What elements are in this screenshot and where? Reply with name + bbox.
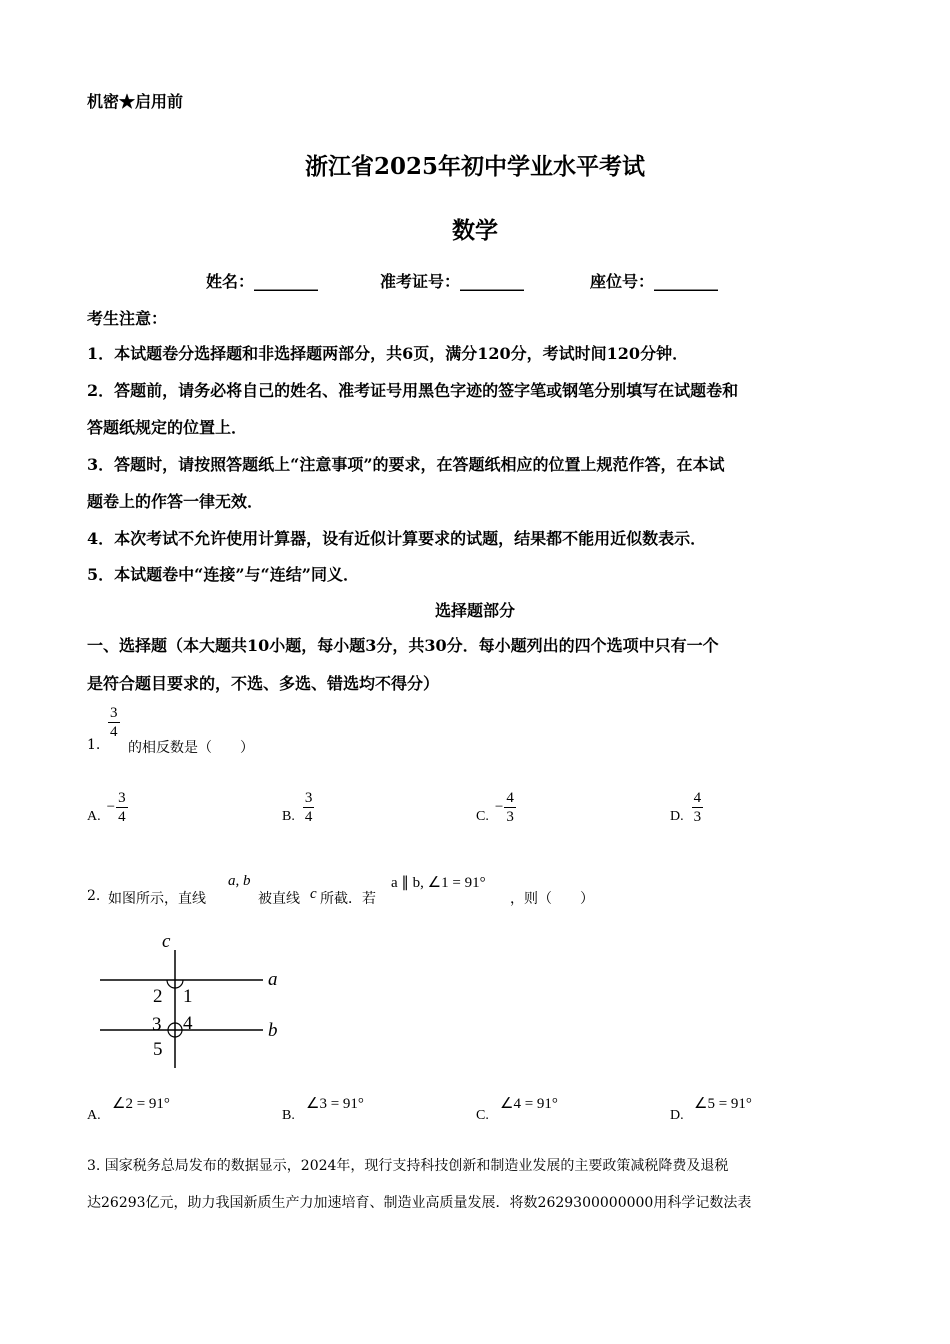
q2-condition: a ∥ b, ∠1 = 91°: [391, 875, 486, 891]
q1-fraction: [108, 704, 120, 741]
q1-frac-num: 3: [110, 705, 118, 721]
notice-line-4: 4．本次考试不允许使用计算器，设有近似计算要求的试题，结果都不能用近似数表示．: [87, 529, 707, 548]
q1-option-b-num: 3: [304, 790, 313, 806]
q1-option-c-num: 4: [506, 790, 514, 806]
q2-option-d-expr[interactable]: ∠5 = 91°: [694, 1096, 752, 1112]
name-field: [206, 269, 318, 292]
q2-line-c: c: [310, 886, 317, 902]
q3-line-1: 3. 国家税务总局发布的数据显示，2024年，现行支持科技创新和制造业发展的主要政策减税降费及退税: [87, 1158, 729, 1174]
q1-option-a-letter: A.: [87, 809, 101, 824]
q1-number: 1.: [87, 737, 101, 753]
q1-option-b[interactable]: [282, 789, 314, 826]
q1-option-b-letter: B.: [282, 809, 295, 824]
seat-field: [590, 269, 718, 292]
subject-title: 数学: [452, 217, 498, 244]
q1-option-d-den: 3: [693, 809, 702, 825]
seat-label: 座位号：: [590, 272, 655, 291]
section-heading-line-1: 一、选择题（本大题共10小题，每小题3分，共30分．每小题列出的四个选项中只有一个: [87, 636, 719, 655]
exam-id-label: 准考证号：: [380, 272, 461, 291]
q2-figure: [95, 930, 295, 1070]
q2-option-c-expr[interactable]: ∠4 = 91°: [500, 1096, 558, 1112]
notice-line-3-cont: 题卷上的作答一律无效．: [87, 492, 264, 511]
angle-5-label: 5: [153, 1039, 163, 1060]
exam-title: 浙江省2025年初中学业水平考试: [304, 153, 645, 180]
q2-option-d-letter[interactable]: D.: [670, 1108, 684, 1123]
angle-1-label: 1: [183, 986, 193, 1007]
q1-option-a-den: 4: [118, 809, 126, 825]
q2-text-2: 被直线: [258, 891, 300, 907]
q1-stem: 的相反数是（ ）: [128, 740, 254, 756]
q1-option-a-sign: −: [106, 799, 116, 815]
angle-2-label: 2: [153, 986, 163, 1007]
name-label: 姓名：: [206, 272, 255, 291]
q2-option-c-letter[interactable]: C.: [476, 1108, 489, 1123]
q2-text-4: ，则（ ）: [510, 891, 594, 907]
q2-option-a-letter[interactable]: A.: [87, 1108, 101, 1123]
q1-option-d-letter: D.: [670, 809, 684, 824]
confidential-mark: 机密★启用前: [87, 92, 184, 111]
q1-option-a-num: 3: [118, 790, 126, 806]
label-a: a: [268, 969, 278, 990]
q1-option-a[interactable]: [87, 789, 128, 826]
q1-option-c-den: 3: [506, 809, 514, 825]
q1-option-d-num: 4: [693, 790, 702, 806]
q2-lines-ab: a, b: [228, 873, 251, 889]
notice-line-1: 1．本试题卷分选择题和非选择题两部分，共6页，满分120分，考试时间120分钟．: [87, 344, 689, 363]
q1-option-c[interactable]: [476, 789, 516, 826]
notice-heading: 考生注意：: [87, 309, 168, 328]
q2-option-b-expr[interactable]: ∠3 = 91°: [306, 1096, 364, 1112]
angle-4-label: 4: [183, 1013, 193, 1034]
label-c: c: [162, 931, 171, 952]
notice-line-2-cont: 答题纸规定的位置上．: [87, 418, 248, 437]
name-blank: ________: [254, 272, 319, 291]
q2-number: 2.: [87, 888, 101, 904]
q1-option-c-letter: C.: [476, 809, 489, 824]
section-heading-line-2: 是符合题目要求的，不选、多选、错选均不得分）: [87, 674, 440, 693]
q2-text-3: 所截．若: [320, 891, 376, 907]
q1-option-d[interactable]: [670, 789, 703, 826]
exam-id-field: [380, 269, 524, 292]
notice-line-2: 2．答题前，请务必将自己的姓名、准考证号用黑色字迹的签字笔或钢笔分别填写在试题卷和: [87, 381, 739, 400]
q1-option-c-sign: −: [494, 799, 504, 815]
exam-id-blank: ________: [460, 272, 525, 291]
label-b: b: [268, 1020, 278, 1041]
notice-line-3: 3．答题时，请按照答题纸上“注意事项”的要求，在答题纸相应的位置上规范作答，在本试: [87, 455, 725, 474]
q1-frac-den: 4: [110, 724, 118, 740]
q2-option-b-letter[interactable]: B.: [282, 1108, 295, 1123]
q2-option-a-expr[interactable]: ∠2 = 91°: [112, 1096, 170, 1112]
angle-3-label: 3: [152, 1014, 162, 1035]
notice-line-5: 5．本试题卷中“连接”与“连结”同义．: [87, 565, 359, 584]
part-title: 选择题部分: [434, 601, 515, 620]
q2-text-1: 如图所示，直线: [108, 891, 206, 907]
seat-blank: ________: [654, 272, 719, 291]
q3-line-2: 达26293亿元，助力我国新质生产力加速培育、制造业高质量发展．将数2629300000000用科学记数法表: [87, 1195, 752, 1211]
q1-option-b-den: 4: [304, 809, 313, 825]
